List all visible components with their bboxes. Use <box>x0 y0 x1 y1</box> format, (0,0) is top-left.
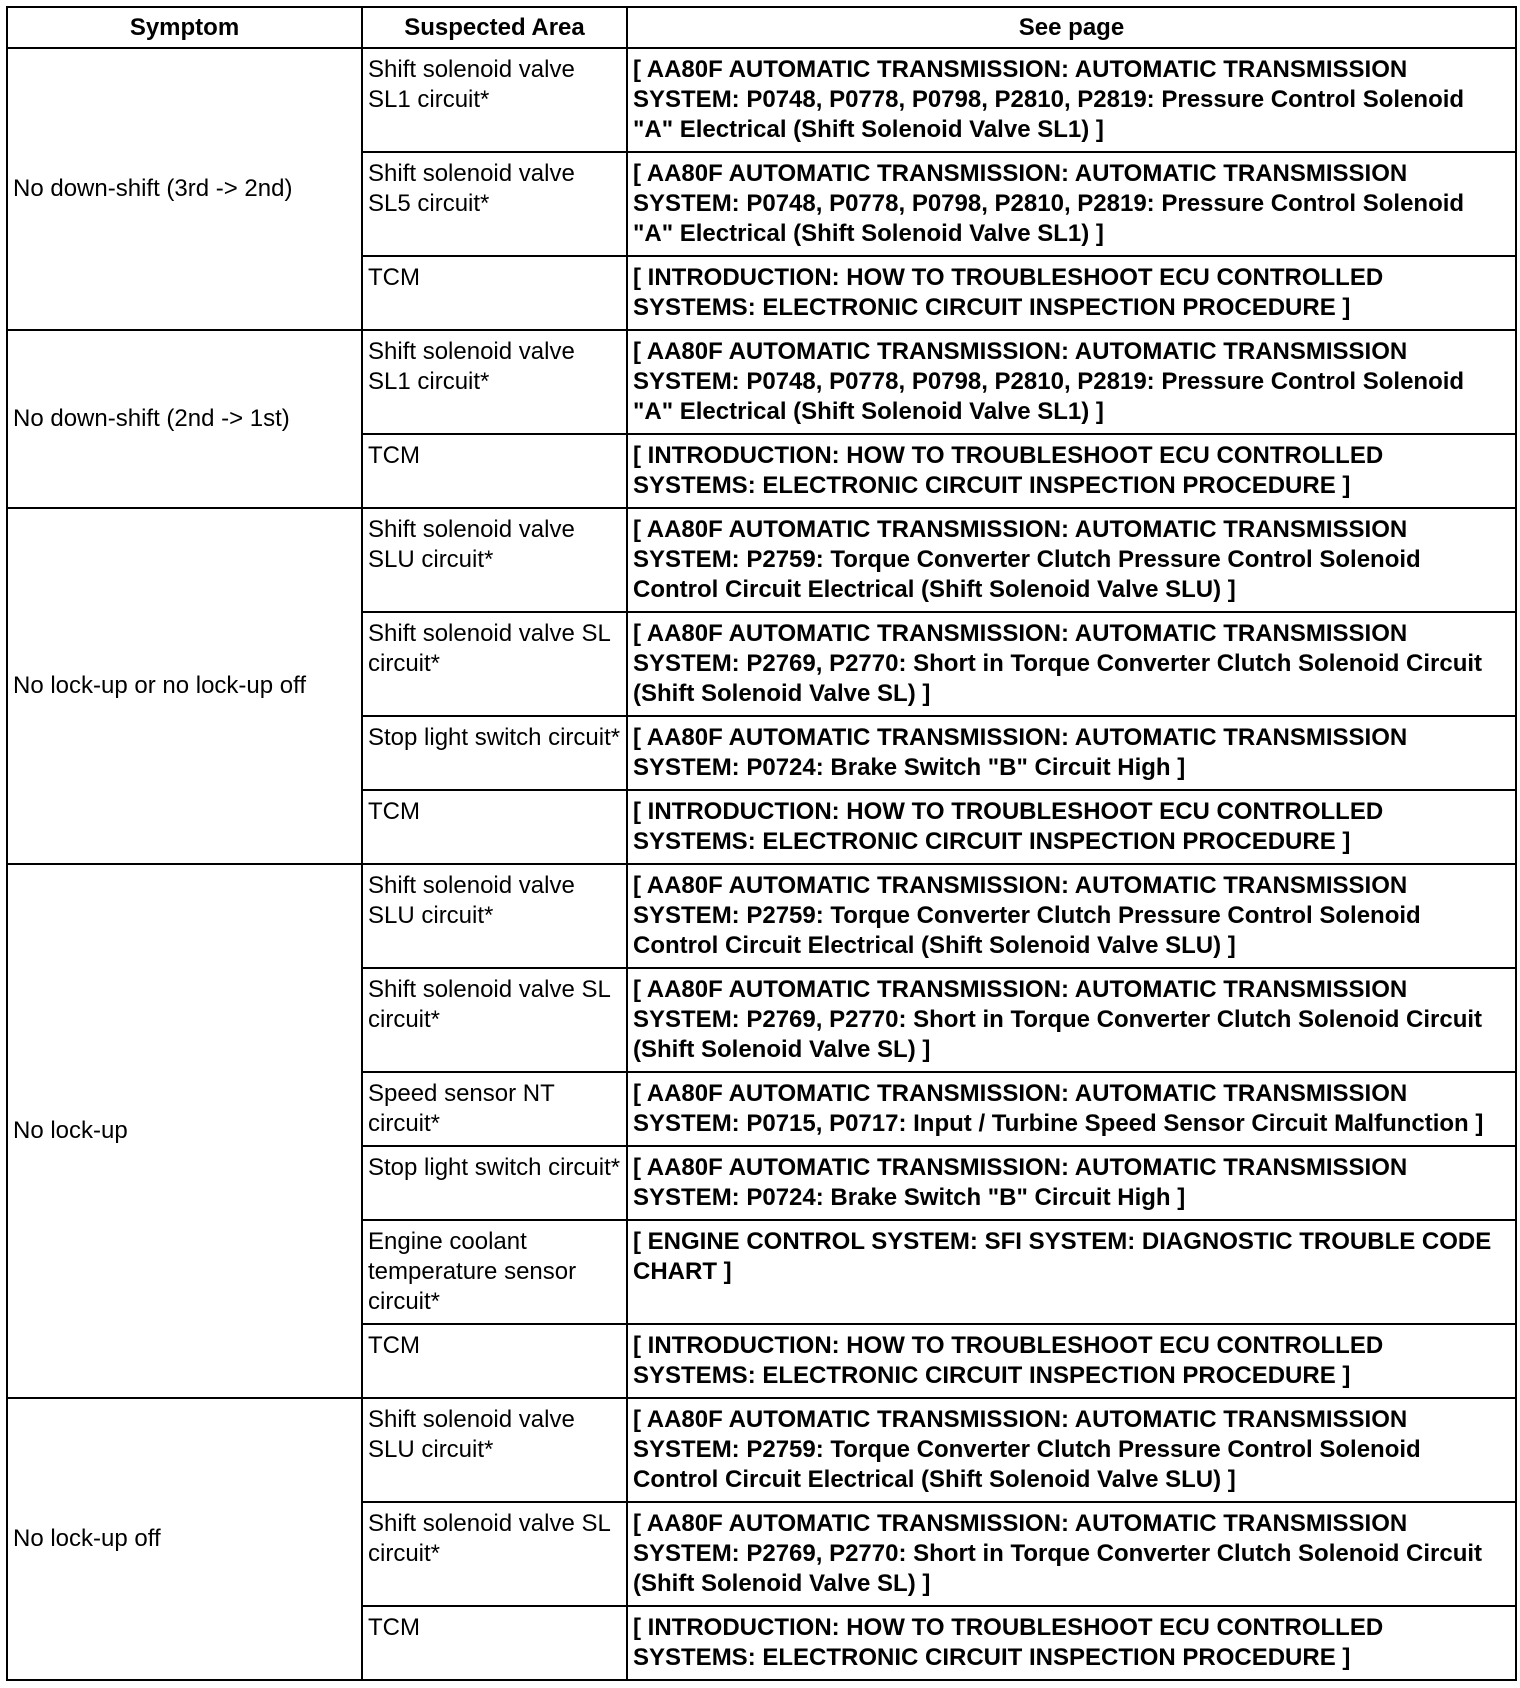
table-row <box>7 864 1516 968</box>
suspected-area-cell: TCM <box>362 790 627 864</box>
suspected-area-cell: Stop light switch circuit* <box>362 716 627 790</box>
suspected-area-cell: Shift solenoid valve SL1 circuit* <box>362 330 627 434</box>
see-page-link[interactable]: [ AA80F AUTOMATIC TRANSMISSION: AUTOMATIC TRANSMISSION SYSTEM: P0715, P0717: Input / Turbine Speed Sensor Circuit Malfunction ] <box>627 1072 1516 1146</box>
suspected-area-cell: Shift solenoid valve SL5 circuit* <box>362 152 627 256</box>
see-page-link[interactable]: [ AA80F AUTOMATIC TRANSMISSION: AUTOMATIC TRANSMISSION SYSTEM: P0724: Brake Switch "B" Circuit High ] <box>627 1146 1516 1220</box>
symptom-cell: No lock-up <box>7 864 362 1398</box>
troubleshooting-table-container <box>6 6 1515 1681</box>
symptom-cell: No down-shift (3rd -> 2nd) <box>7 48 362 330</box>
symptom-cell: No down-shift (2nd -> 1st) <box>7 330 362 508</box>
table-row <box>7 330 1516 434</box>
see-page-link[interactable]: [ ENGINE CONTROL SYSTEM: SFI SYSTEM: DIAGNOSTIC TROUBLE CODE CHART ] <box>627 1220 1516 1324</box>
see-page-link[interactable]: [ AA80F AUTOMATIC TRANSMISSION: AUTOMATIC TRANSMISSION SYSTEM: P0724: Brake Switch "B" Circuit High ] <box>627 716 1516 790</box>
see-page-link[interactable]: [ INTRODUCTION: HOW TO TROUBLESHOOT ECU CONTROLLED SYSTEMS: ELECTRONIC CIRCUIT INSPECTION PROCEDURE ] <box>627 1324 1516 1398</box>
suspected-area-cell: TCM <box>362 1324 627 1398</box>
see-page-link[interactable]: [ AA80F AUTOMATIC TRANSMISSION: AUTOMATIC TRANSMISSION SYSTEM: P2769, P2770: Short in Torque Converter Clutch Solenoid Circuit (Shift Solenoid Valve SL) ] <box>627 968 1516 1072</box>
suspected-area-cell: Shift solenoid valve SLU circuit* <box>362 508 627 612</box>
header-suspected-area: Suspected Area <box>362 7 627 48</box>
see-page-link[interactable]: [ AA80F AUTOMATIC TRANSMISSION: AUTOMATIC TRANSMISSION SYSTEM: P2769, P2770: Short in Torque Converter Clutch Solenoid Circuit (Shift Solenoid Valve SL) ] <box>627 612 1516 716</box>
table-row <box>7 508 1516 612</box>
suspected-area-cell: Shift solenoid valve SL circuit* <box>362 968 627 1072</box>
header-see-page: See page <box>627 7 1516 48</box>
see-page-link[interactable]: [ AA80F AUTOMATIC TRANSMISSION: AUTOMATIC TRANSMISSION SYSTEM: P2759: Torque Converter Clutch Pressure Control Solenoid Control Circuit Electrical (Shift Solenoid Valve SLU) ] <box>627 508 1516 612</box>
suspected-area-cell: TCM <box>362 434 627 508</box>
see-page-link[interactable]: [ INTRODUCTION: HOW TO TROUBLESHOOT ECU CONTROLLED SYSTEMS: ELECTRONIC CIRCUIT INSPECTION PROCEDURE ] <box>627 790 1516 864</box>
see-page-link[interactable]: [ AA80F AUTOMATIC TRANSMISSION: AUTOMATIC TRANSMISSION SYSTEM: P0748, P0778, P0798, P2810, P2819: Pressure Control Solenoid "A" Electrical (Shift Solenoid Valve SL1) ] <box>627 330 1516 434</box>
table-row <box>7 48 1516 152</box>
see-page-link[interactable]: [ INTRODUCTION: HOW TO TROUBLESHOOT ECU CONTROLLED SYSTEMS: ELECTRONIC CIRCUIT INSPECTION PROCEDURE ] <box>627 1606 1516 1680</box>
suspected-area-cell: Shift solenoid valve SL circuit* <box>362 1502 627 1606</box>
suspected-area-cell: Engine coolant temperature sensor circuit* <box>362 1220 627 1324</box>
see-page-link[interactable]: [ INTRODUCTION: HOW TO TROUBLESHOOT ECU CONTROLLED SYSTEMS: ELECTRONIC CIRCUIT INSPECTION PROCEDURE ] <box>627 256 1516 330</box>
header-symptom: Symptom <box>7 7 362 48</box>
symptom-cell: No lock-up or no lock-up off <box>7 508 362 864</box>
see-page-link[interactable]: [ INTRODUCTION: HOW TO TROUBLESHOOT ECU CONTROLLED SYSTEMS: ELECTRONIC CIRCUIT INSPECTION PROCEDURE ] <box>627 434 1516 508</box>
suspected-area-cell: TCM <box>362 1606 627 1680</box>
see-page-link[interactable]: [ AA80F AUTOMATIC TRANSMISSION: AUTOMATIC TRANSMISSION SYSTEM: P2759: Torque Converter Clutch Pressure Control Solenoid Control Circuit Electrical (Shift Solenoid Valve SLU) ] <box>627 864 1516 968</box>
suspected-area-cell: Speed sensor NT circuit* <box>362 1072 627 1146</box>
suspected-area-cell: Shift solenoid valve SL1 circuit* <box>362 48 627 152</box>
suspected-area-cell: Stop light switch circuit* <box>362 1146 627 1220</box>
see-page-link[interactable]: [ AA80F AUTOMATIC TRANSMISSION: AUTOMATIC TRANSMISSION SYSTEM: P2759: Torque Converter Clutch Pressure Control Solenoid Control Circuit Electrical (Shift Solenoid Valve SLU) ] <box>627 1398 1516 1502</box>
see-page-link[interactable]: [ AA80F AUTOMATIC TRANSMISSION: AUTOMATIC TRANSMISSION SYSTEM: P0748, P0778, P0798, P2810, P2819: Pressure Control Solenoid "A" Electrical (Shift Solenoid Valve SL1) ] <box>627 48 1516 152</box>
table-row <box>7 1398 1516 1502</box>
see-page-link[interactable]: [ AA80F AUTOMATIC TRANSMISSION: AUTOMATIC TRANSMISSION SYSTEM: P2769, P2770: Short in Torque Converter Clutch Solenoid Circuit (Shift Solenoid Valve SL) ] <box>627 1502 1516 1606</box>
see-page-link[interactable]: [ AA80F AUTOMATIC TRANSMISSION: AUTOMATIC TRANSMISSION SYSTEM: P0748, P0778, P0798, P2810, P2819: Pressure Control Solenoid "A" Electrical (Shift Solenoid Valve SL1) ] <box>627 152 1516 256</box>
suspected-area-cell: Shift solenoid valve SLU circuit* <box>362 1398 627 1502</box>
symptom-cell: No lock-up off <box>7 1398 362 1680</box>
suspected-area-cell: TCM <box>362 256 627 330</box>
suspected-area-cell: Shift solenoid valve SL circuit* <box>362 612 627 716</box>
suspected-area-cell: Shift solenoid valve SLU circuit* <box>362 864 627 968</box>
table-header-row <box>7 7 1516 48</box>
troubleshooting-table <box>6 6 1517 1681</box>
